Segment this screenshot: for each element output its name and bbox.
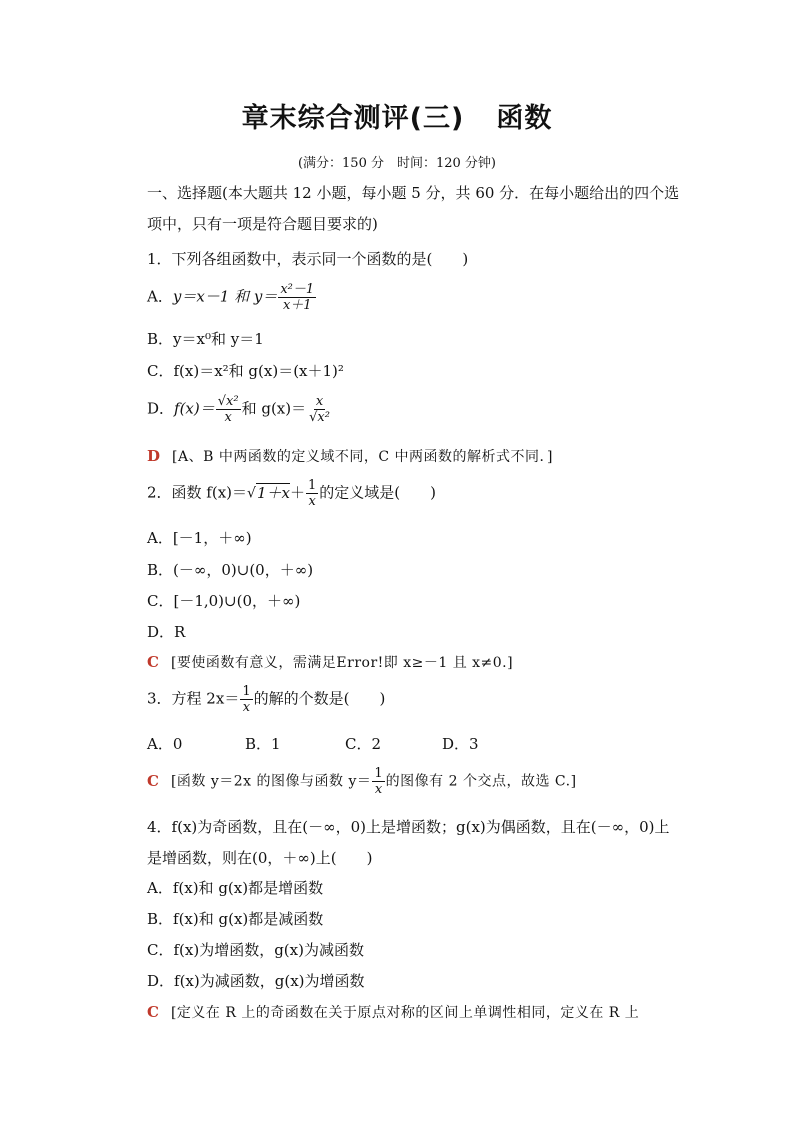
answer-badge: D: [147, 447, 161, 465]
question-1-option-a: A．y＝x－1 和 y＝ $\frac{\text{x²－1}}{x+1}$: [147, 282, 315, 313]
question-1-stem: 1．下列各组函数中，表示同一个函数的是( ): [147, 250, 469, 268]
question-2-option-a: A．[－1，＋∞): [147, 529, 252, 547]
question-4-option-d: D．f(x)为减函数，g(x)为增函数: [147, 972, 365, 990]
fraction: $\frac{\text{√x²}}{x}$: [217, 394, 239, 425]
answer-badge: C: [147, 771, 159, 790]
question-3-stem: 3．方程 2x＝ $\frac{1}{x}$ 的解的个数是( ): [147, 684, 386, 715]
fraction: $\frac{1}{x}$: [242, 684, 251, 715]
question-1-option-c: C．f(x)＝x²和 g(x)＝(x＋1)²: [147, 362, 344, 380]
answer-badge: C: [147, 653, 159, 671]
question-3-option-a: A．0: [147, 735, 183, 753]
fraction: $\frac{1}{x}$: [307, 478, 317, 509]
question-1-option-b: B．y＝x⁰和 y＝1: [147, 330, 264, 348]
section-intro: 一、选择题(本大题共 12 小题，每小题 5 分，共 60 分．在每小题给出的四个选项中，只有一项是符合题目要求的): [147, 184, 680, 233]
fraction: $\frac{\text{x²－1}}{x+1}$: [280, 282, 315, 313]
title-main: 章末综合测评(三): [241, 103, 465, 134]
title-sub: 函数: [496, 103, 553, 134]
question-2-answer: C [要使函数有意义，需满足Error!即 x≥－1 且 x≠0.]: [147, 653, 514, 671]
question-3-answer: C [函数 y＝2x 的图像与函数 y＝ $\frac{1}{x}$ 的图像有 2 个交点，故选 C.]: [147, 766, 577, 797]
question-1-answer: D [A、B 中两函数的定义域不同，C 中两函数的解析式不同．]: [147, 447, 553, 465]
question-4-option-c: C．f(x)为增函数，g(x)为减函数: [147, 941, 364, 959]
question-4-answer: C [定义在 R 上的奇函数在关于原点对称的区间上单调性相同，定义在 R 上: [147, 1003, 640, 1021]
question-2-option-d: D．R: [147, 623, 186, 641]
question-4-option-a: A．f(x)和 g(x)都是增函数: [147, 879, 324, 897]
fraction: $\frac{x}{\text{√x²}}$: [309, 394, 330, 425]
page-title: [0, 96, 794, 135]
question-2-option-b: B．(－∞，0)∪(0，＋∞): [147, 561, 314, 579]
question-4-option-b: B．f(x)和 g(x)都是减函数: [147, 910, 324, 928]
question-3-option-c: C．2: [345, 735, 382, 753]
question-3-option-d: D．3: [442, 735, 479, 753]
fraction: $\frac{1}{x}$: [374, 766, 383, 797]
question-2-option-c: C．[－1,0)∪(0，＋∞): [147, 592, 301, 610]
question-4-stem: 4．f(x)为奇函数，且在(－∞，0)上是增函数；g(x)为偶函数，且在(－∞，0)上是增函数，则在(0，＋∞)上( ): [147, 818, 670, 867]
question-2-stem: 2．函数 f(x)＝√1＋x＋ $\frac{1}{x}$ 的定义域是( ): [147, 478, 436, 509]
question-1-option-d: D．f(x)＝ $\frac{\text{√x²}}{x}$ 和 g(x)＝ $\frac{x}{\text{√x²}}$: [147, 394, 330, 425]
question-3-option-b: B．1: [245, 735, 281, 753]
exam-meta: (满分：150 分 时间：120 分钟): [297, 156, 497, 171]
question-3-options: [147, 733, 479, 754]
answer-badge: C: [147, 1003, 159, 1021]
